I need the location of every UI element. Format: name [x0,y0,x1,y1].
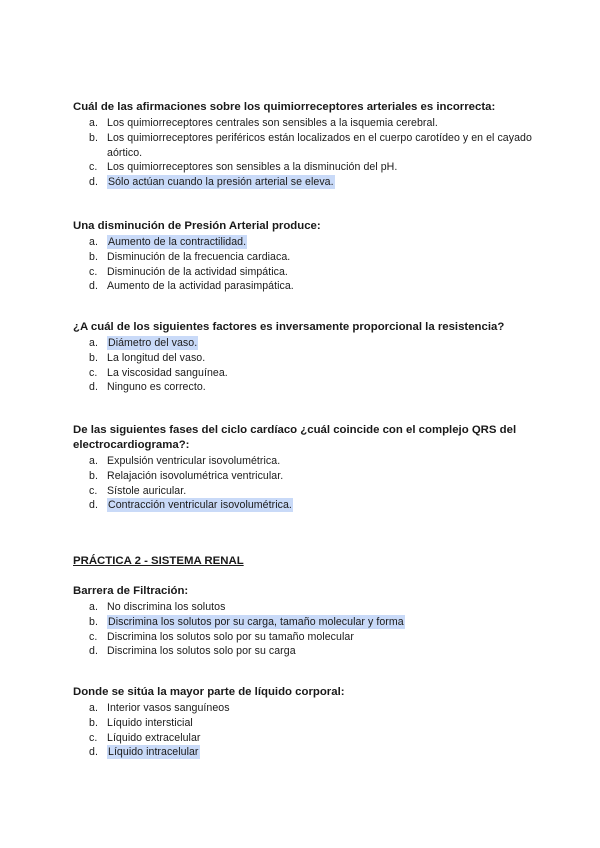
option-d-correct: d. Contracción ventricular isovolumétrica. [89,499,292,512]
option-d-correct: d. Sólo actúan cuando la presión arterial se eleva. [89,176,334,189]
question-2 [73,219,533,294]
option-list [73,454,533,513]
option-a: a. No discrimina los solutos [89,601,226,613]
option-list [73,235,533,294]
question-title: ¿A cuál de los siguientes factores es inversamente proporcional la resistencia? [73,321,505,333]
question-5 [73,584,533,659]
question-title: De las siguientes fases del ciclo cardíaco ¿cuál coincide con el complejo QRS del electrocardiograma?: [73,424,517,451]
question-title: Barrera de Filtración: [73,585,189,597]
option-c: c. Sístole auricular. [89,484,187,497]
option-a: a. Interior vasos sanguíneos [89,702,230,714]
question-title: Cuál de las afirmaciones sobre los quimiorreceptores arteriales es incorrecta: [73,101,496,113]
option-d: d. Ninguno es correcto. [89,381,206,394]
option-b: b. Los quimiorreceptores periféricos están localizados en el cuerpo carotídeo y en el cayado aórtico. [89,131,532,159]
option-list [73,336,533,395]
option-a-correct: a. Aumento de la contractilidad. [89,236,247,248]
question-title: Donde se sitúa la mayor parte de líquido corporal: [73,686,345,698]
question-title: Una disminución de Presión Arterial produce: [73,220,321,232]
option-list [73,116,533,190]
option-d: d. Aumento de la actividad parasimpática. [89,280,294,293]
section-heading: PRÁCTICA 2 - SISTEMA RENAL [73,555,244,567]
option-c: c. La viscosidad sanguínea. [89,366,228,379]
question-3 [73,320,533,395]
option-c: c. Líquido extracelular [89,731,201,744]
question-4 [73,423,533,513]
option-b: b. La longitud del vaso. [89,351,206,364]
option-list [73,600,533,659]
option-a: a. Expulsión ventricular isovolumétrica. [89,455,281,467]
option-b-correct: b. Discrimina los solutos por su carga, tamaño molecular y forma [89,615,404,628]
option-c: c. Discrimina los solutos solo por su tamaño molecular [89,630,354,643]
option-c: c. Los quimiorreceptores son sensibles a la disminución del pH. [89,161,398,174]
option-b: b. Líquido intersticial [89,716,193,729]
option-c: c. Disminución de la actividad simpática. [89,265,288,278]
option-d-correct: d. Líquido intracelular [89,746,199,759]
option-a: a. Los quimiorreceptores centrales son sensibles a la isquemia cerebral. [89,117,438,129]
question-6 [73,685,533,760]
question-1 [73,100,533,190]
option-a-correct: a. Diámetro del vaso. [89,337,198,349]
option-b: b. Disminución de la frecuencia cardiaca. [89,250,291,263]
option-d: d. Discrimina los solutos solo por su carga [89,645,296,658]
option-b: b. Relajación isovolumétrica ventricular. [89,469,284,482]
option-list [73,701,533,760]
